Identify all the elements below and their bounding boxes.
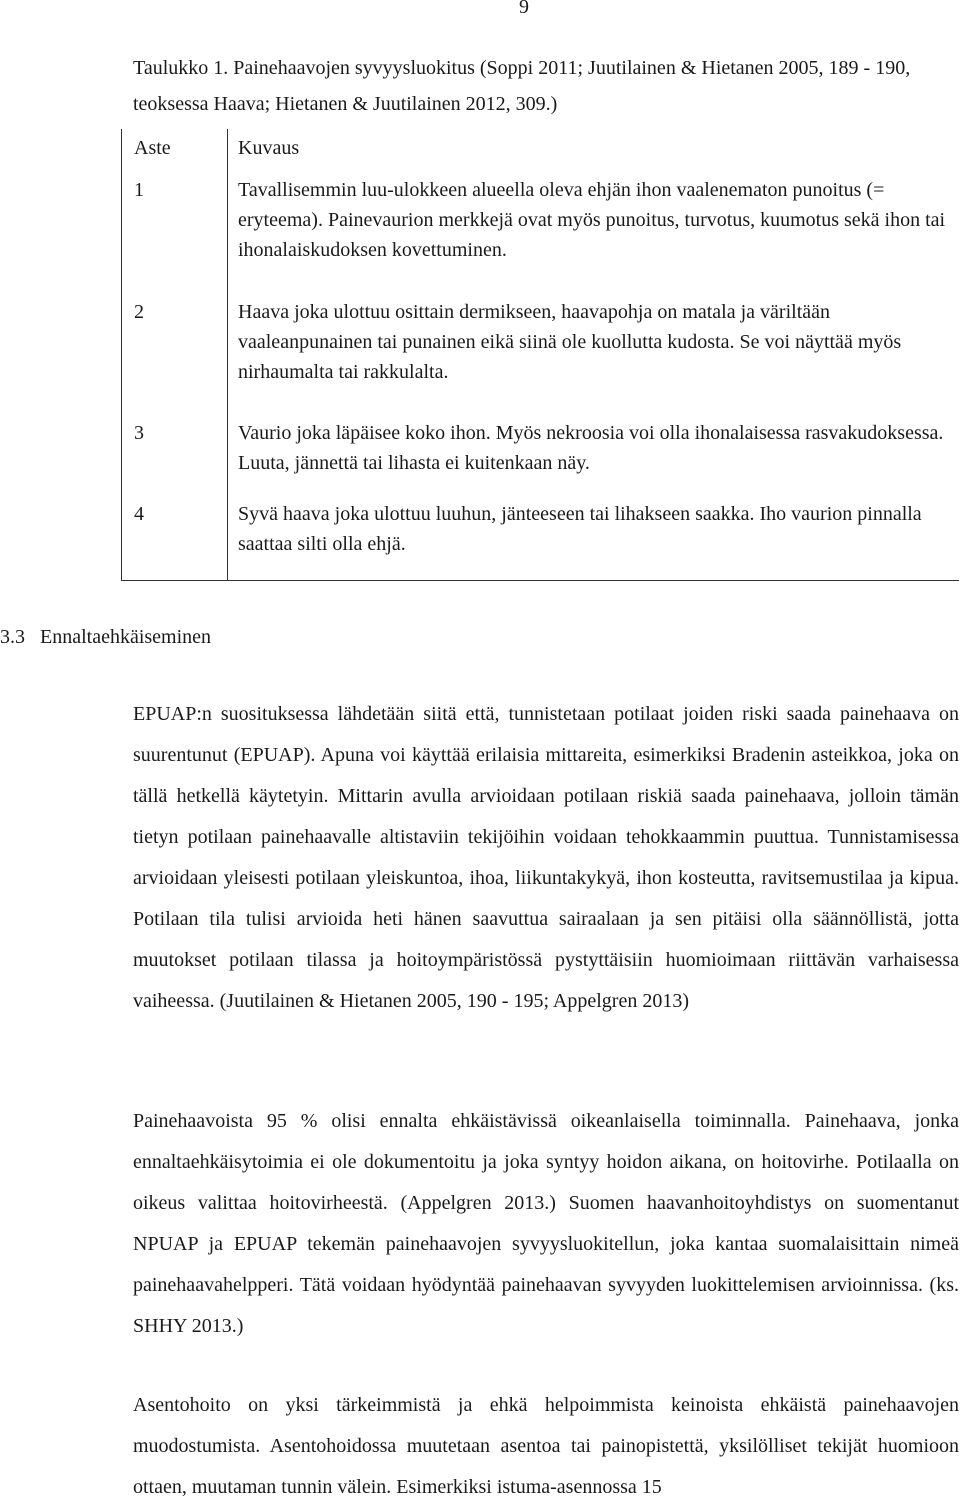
table-row-1-grade: 1: [134, 179, 144, 201]
section-number: 3.3: [0, 626, 25, 648]
paragraph-2: Painehaavoista 95 % olisi ennalta ehkäistävissä oikeanlaisella toiminnalla. Painehaava, jonka ennaltaehkäisytoimia ei ole dokumentoitu ja joka syntyy hoidon aikana, on hoitovirhe. Potilaalla on oikeus valittaa hoitovirheestä. (Appelgren 2013.) Suomen haavanhoitoyhdistys on suomentanut NPUAP ja EPUAP tekemän painehaavojen syvyysluokitellun, joka kantaa suomalaisittain nimeä painehaavahelpperi. Tätä voidaan hyödyntää painehaavan syvyyden luokittelemisen arvioinnissa. (ks. SHHY 2013.): [133, 1110, 959, 1337]
table-row-3-grade: 3: [134, 422, 144, 444]
table-caption: Taulukko 1. Painehaavojen syvyysluokitus (Soppi 2011; Juutilainen & Hietanen 2005, 189 - 190, teoksessa Haava; Hietanen & Juutilainen 2012, 309.): [133, 57, 911, 115]
paragraph-1: EPUAP:n suosituksessa lähdetään siitä että, tunnistetaan potilaat joiden riski saada painehaava on suurentunut (EPUAP). Apuna voi käyttää erilaisia mittareita, esimerkiksi Bradenin asteikkoa, joka on tällä hetkellä käytetyin. Mittarin avulla arvioidaan potilaan riskiä saada painehaava, jolloin tämän tietyn potilaan painehaavalle altistaviin tekijöihin voidaan tehokkaammin puuttua. Tunnistamisessa arvioidaan yleisesti potilaan yleiskuntoa, ihoa, liikuntakykyä, ihon kosteutta, ravitsemustilaa ja kipua. Potilaan tila tulisi arvioida heti hänen saavuttua sairaalaan ja sen pitäisi olla säännöllistä, jotta muutokset potilaan tilassa ja hoitoympäristössä pystyttäisiin huomioimaan riittävän varhaisessa vaiheessa. (Juutilainen & Hietanen 2005, 190 - 195; Appelgren 2013): [133, 703, 959, 1012]
table-row-2-description: Haava joka ulottuu osittain dermikseen, haavapohja on matala ja väriltään vaaleanpunainen tai punainen eikä siinä ole kuollutta kudosta. Se voi näyttää myös nirhaumalta tai rakkulalta.: [238, 301, 902, 383]
section-title: Ennaltaehkäiseminen: [40, 626, 212, 648]
table-row-3-description: Vaurio joka läpäisee koko ihon. Myös nekroosia voi olla ihonalaisessa rasvakudoksessa. Luuta, jännettä tai lihasta ei kuitenkaan näy.: [238, 422, 944, 474]
table-header-grade: Aste: [134, 137, 171, 159]
page-number: 9: [519, 0, 529, 18]
table-row-1-description: Tavallisemmin luu-ulokkeen alueella oleva ehjän ihon vaalenematon punoitus (= eryteema). Painevaurion merkkejä ovat myös punoitus, turvotus, kuumotus sekä ihon tai ihonalaiskudoksen kovettuminen.: [238, 179, 946, 261]
pressure-ulcer-grade-table: [121, 129, 959, 581]
table-column-divider: [227, 129, 228, 580]
paragraph-3: Asentohoito on yksi tärkeimmistä ja ehkä helpoimmista keinoista ehkäistä painehaavojen muodostumista. Asentohoidossa muutetaan asentoa tai painopistettä, yksilölliset tekijät huomioon ottaen, muutaman tunnin välein. Esimerkiksi istuma-asennossa 15: [133, 1394, 959, 1498]
table-row-4-description: Syvä haava joka ulottuu luuhun, jänteeseen tai lihakseen saakka. Iho vaurion pinnalla saattaa silti olla ehjä.: [238, 503, 922, 555]
section-heading: [0, 622, 211, 652]
table-row-4-grade: 4: [134, 503, 144, 525]
table-row-2-grade: 2: [134, 301, 144, 323]
table-header-description: Kuvaus: [238, 137, 300, 159]
